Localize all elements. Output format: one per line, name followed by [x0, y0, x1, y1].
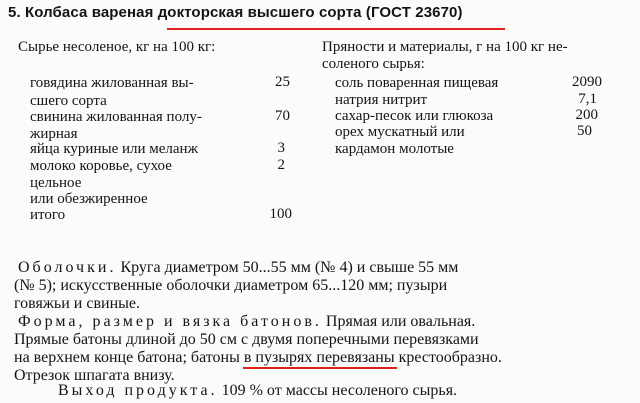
- left-row-1-qty: 25: [275, 74, 290, 90]
- right-row-3-qty: 200: [575, 107, 598, 123]
- heading-highlight-underline: [167, 28, 505, 30]
- left-row-3-qty: 3: [277, 140, 285, 156]
- left-row-3-line-1: яйца куриные или меланж: [30, 141, 198, 157]
- left-row-total-qty: 100: [269, 206, 292, 222]
- yield-text: 109 % от массы несоленого сырья.: [217, 382, 458, 399]
- casings-label: Оболочки.: [18, 259, 117, 276]
- left-row-4-line-3: или обезжиренное: [30, 191, 148, 207]
- casings-paragraph-line-1: [18, 258, 458, 278]
- left-row-1-line-2: сшего сорта: [30, 93, 107, 109]
- shape-text-1: Прямая или овальная.: [321, 313, 476, 330]
- left-row-total-label: итого: [30, 207, 66, 223]
- casings-paragraph-line-2: (№ 5); искусственные оболочки диаметром 65...120 мм; пузыри: [14, 277, 448, 294]
- yield-label: Выход продукта.: [58, 382, 218, 399]
- shape-text-3a: на верхнем конце батона;: [14, 349, 191, 366]
- shape-label: Форма, размер и вязка батонов.: [18, 313, 322, 330]
- right-row-4-label: орех мускатный или: [335, 124, 465, 140]
- left-row-1-line-1: говядина жилованная вы-: [30, 75, 194, 91]
- bubble-casing-highlight-underline: [243, 367, 397, 369]
- left-row-2-line-1: свинина жилованная полу-: [30, 109, 202, 125]
- shape-paragraph-line-3: [14, 348, 502, 368]
- shape-text-3c: перевязаны крестообразно.: [312, 349, 502, 366]
- left-row-2-qty: 70: [275, 108, 290, 124]
- left-row-4-qty: 2: [277, 157, 285, 173]
- casings-paragraph-line-3: говяжьи и свиные.: [14, 295, 140, 312]
- right-table-header-line-2: соленого сырья:: [322, 56, 425, 72]
- right-row-2-qty: 7,1: [578, 91, 597, 107]
- left-row-4-line-1: молоко коровье, сухое: [30, 158, 172, 174]
- right-row-2-label: натрия нитрит: [335, 92, 428, 108]
- left-table-header: Сырье несоленое, кг на 100 кг:: [18, 39, 216, 55]
- casings-text-1: Круга диаметром 50...55 мм (№ 4) и свыше 55 мм: [116, 259, 459, 276]
- left-row-2-line-2: жирная: [30, 126, 78, 142]
- shape-paragraph-line-4: Отрезок шпагата внизу.: [14, 367, 175, 384]
- section-heading: 5. Колбаса вареная докторская высшего сорта (ГОСТ 23670): [8, 4, 463, 21]
- left-row-4-line-2: цельное: [30, 175, 82, 191]
- right-row-5-label: кардамон молотые: [335, 141, 454, 157]
- right-row-1-qty: 2090: [572, 74, 602, 90]
- right-table-header-line-1: Пряности и материалы, г на 100 кг не-: [322, 39, 568, 55]
- right-row-3-label: сахар-песок или глюкоза: [335, 108, 494, 124]
- shape-text-3b-highlighted: батоны в пузырях: [190, 349, 313, 366]
- shape-paragraph-line-1: [18, 312, 475, 332]
- right-row-4-qty: 50: [577, 123, 592, 139]
- yield-paragraph: [58, 381, 457, 401]
- shape-paragraph-line-2: Прямые батоны длиной до 50 см с двумя поперечными перевязками: [14, 331, 479, 348]
- right-row-1-label: соль поваренная пищевая: [335, 75, 499, 91]
